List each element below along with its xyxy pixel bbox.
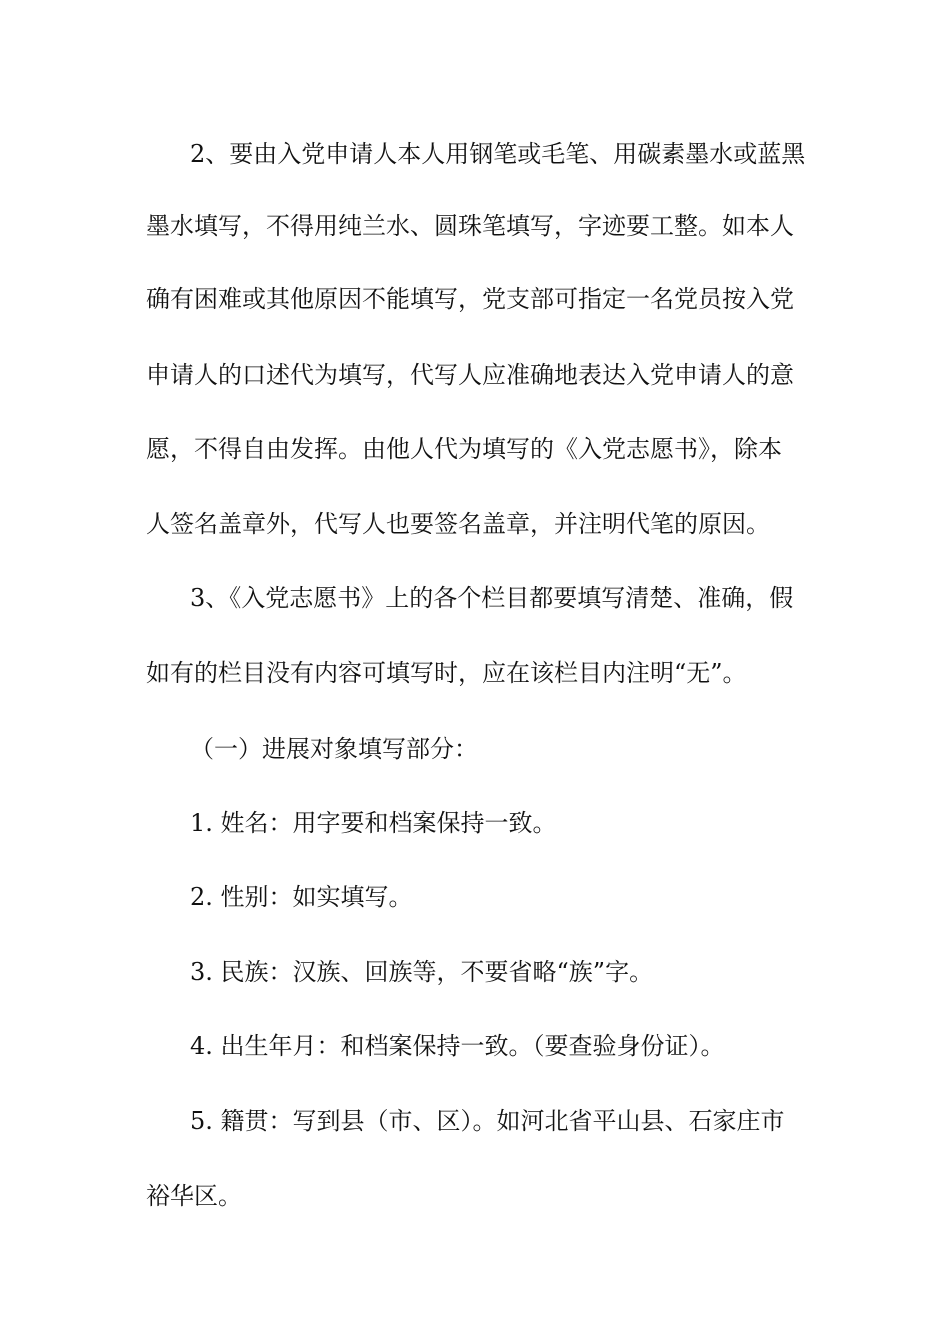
paragraph-3-line-2: 如有的栏目没有内容可填写时，应在该栏目内注明“无”。 <box>146 659 747 687</box>
paragraph-3-line-1: 3、《入党志愿书》上的各个栏目都要填写清楚、准确，假 <box>190 584 794 612</box>
item-native-place-line-1: 5. 籍贯：写到县（市、区）。如河北省平山县、石家庄市 <box>190 1107 785 1135</box>
item-native-place-line-2: 裕华区。 <box>146 1182 242 1210</box>
paragraph-2-line-6: 人签名盖章外，代写人也要签名盖章，并注明代笔的原因。 <box>146 510 770 538</box>
item-ethnicity: 3. 民族：汉族、回族等，不要省略“族”字。 <box>190 958 654 986</box>
paragraph-2-line-5: 愿，不得自由发挥。由他人代为填写的《入党志愿书》，除本 <box>146 435 782 463</box>
item-birth-date: 4. 出生年月：和档案保持一致。（要查验身份证）。 <box>190 1032 725 1060</box>
item-gender: 2. 性别：如实填写。 <box>190 883 413 911</box>
item-name: 1. 姓名：用字要和档案保持一致。 <box>190 809 557 837</box>
section-heading: （一）进展对象填写部分： <box>190 735 478 763</box>
paragraph-2-line-3: 确有困难或其他原因不能填写，党支部可指定一名党员按入党 <box>146 285 794 313</box>
paragraph-2-line-1: 2、要由入党申请人本人用钢笔或毛笔、用碳素墨水或蓝黑 <box>190 140 806 168</box>
paragraph-2-line-2: 墨水填写，不得用纯兰水、圆珠笔填写，字迹要工整。如本人 <box>146 212 794 240</box>
paragraph-2-line-4: 申请人的口述代为填写，代写人应准确地表达入党申请人的意 <box>146 361 794 389</box>
